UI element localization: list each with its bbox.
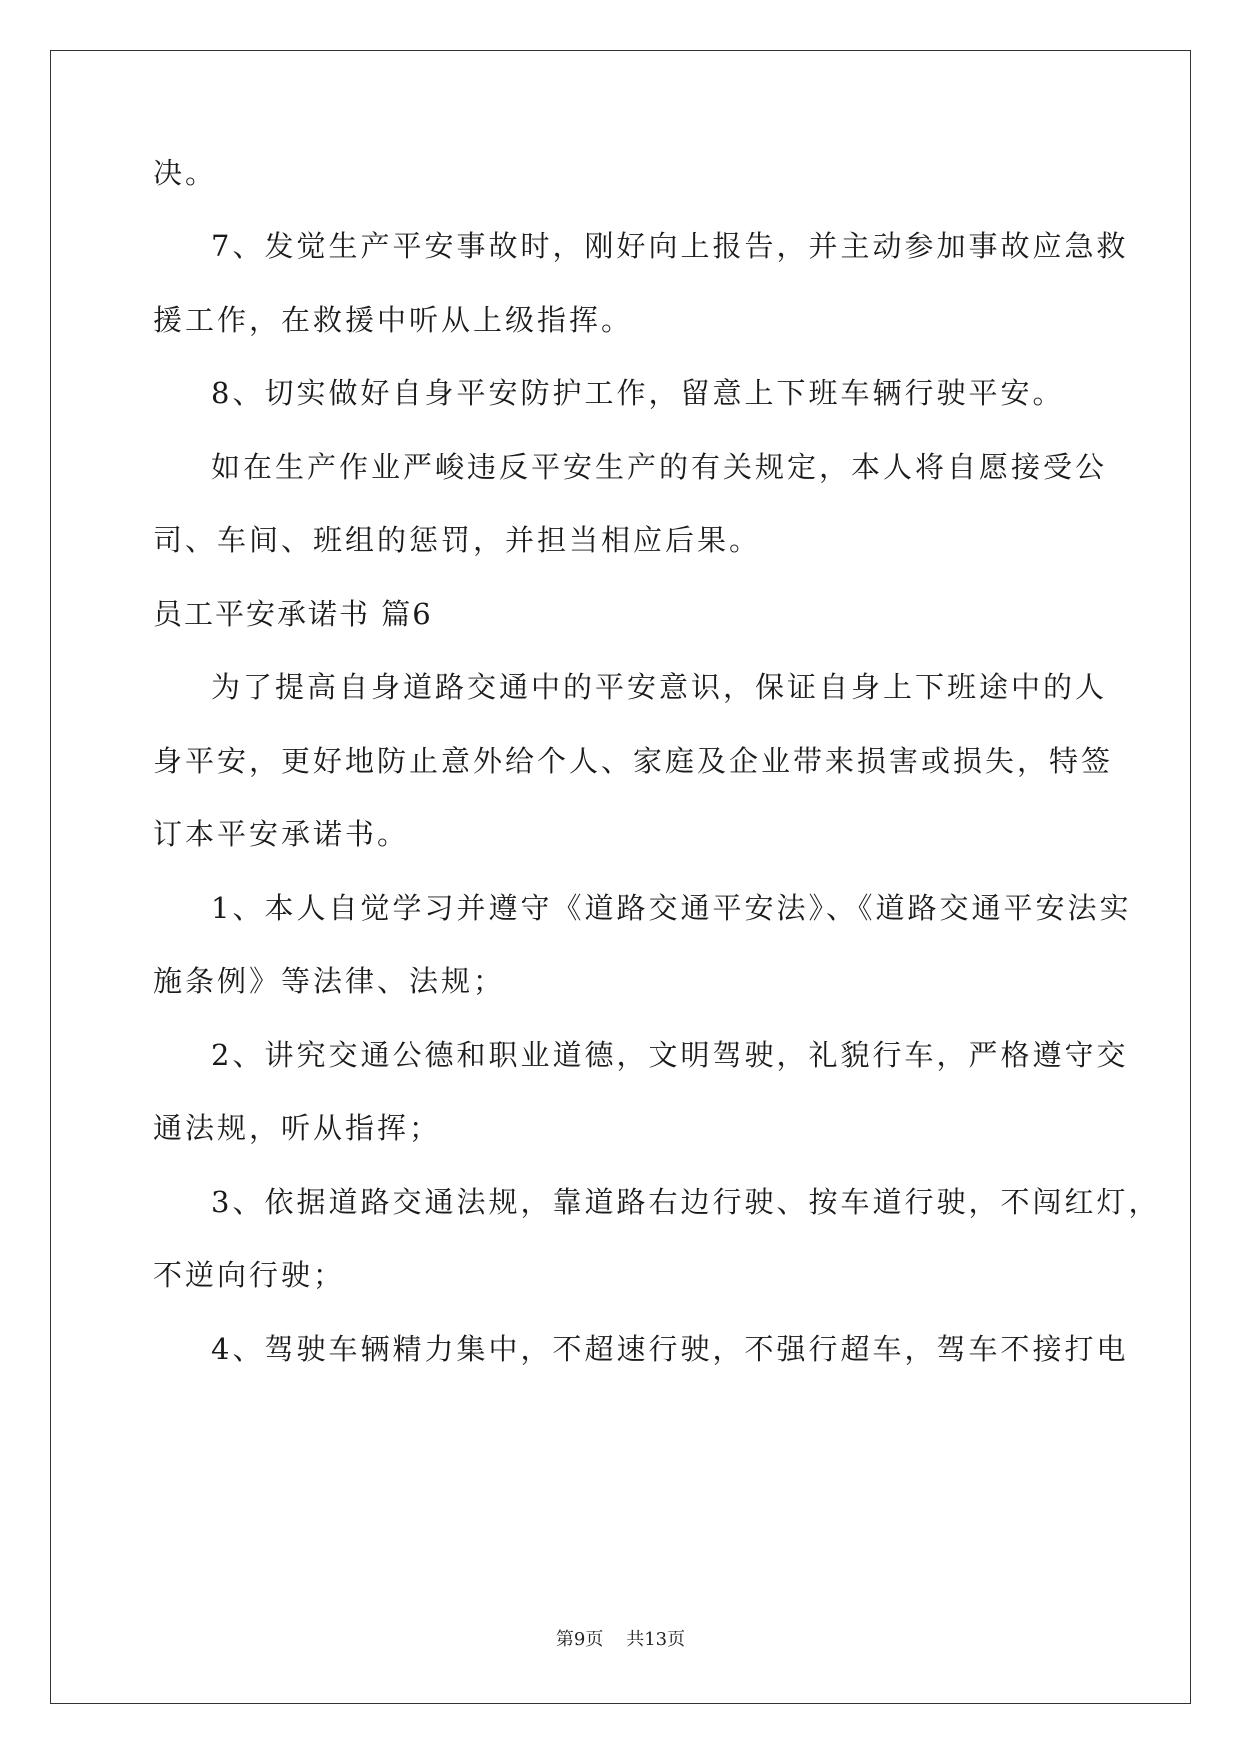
text-line: 通法规，听从指挥； — [153, 1111, 442, 1145]
page-border — [50, 50, 1191, 1704]
text-line: 8、切实做好自身平安防护工作，留意上下班车辆行驶平安。 — [211, 376, 1065, 410]
text-line: 不逆向行驶； — [153, 1258, 346, 1292]
text-line: 2、讲究交通公德和职业道德，文明驾驶，礼貌行车，严格遵守交 — [211, 1038, 1129, 1072]
text-line: 4、驾驶车辆精力集中，不超速行驶，不强行超车，驾车不接打电 — [211, 1332, 1129, 1366]
text-line: 7、发觉生产平安事故时，刚好向上报告，并主动参加事故应急救 — [211, 229, 1129, 263]
text-line: 决。 — [153, 156, 218, 190]
text-line: 1、本人自觉学习并遵守《道路交通平安法》、《道路交通平安法实 — [211, 891, 1132, 925]
text-line: 订本平安承诺书。 — [153, 817, 410, 851]
text-line: 施条例》等法律、法规； — [153, 964, 506, 998]
section-heading: 员工平安承诺书 篇6 — [153, 597, 433, 631]
page-total: 共13页 — [626, 1629, 686, 1650]
text-line: 如在生产作业严峻违反平安生产的有关规定，本人将自愿接受公 — [211, 450, 1108, 484]
text-line: 援工作，在救援中听从上级指挥。 — [153, 303, 634, 337]
text-line: 司、车间、班组的惩罚，并担当相应后果。 — [153, 523, 762, 557]
text-line: 3、依据道路交通法规，靠道路右边行驶、按车道行驶，不闯红灯， — [211, 1185, 1161, 1219]
page-number: 第9页 — [555, 1629, 604, 1650]
page-footer — [0, 1628, 1241, 1652]
text-line: 为了提高自身道路交通中的平安意识，保证自身上下班途中的人 — [211, 670, 1108, 704]
text-line: 身平安，更好地防止意外给个人、家庭及企业带来损害或损失，特签 — [153, 744, 1114, 778]
